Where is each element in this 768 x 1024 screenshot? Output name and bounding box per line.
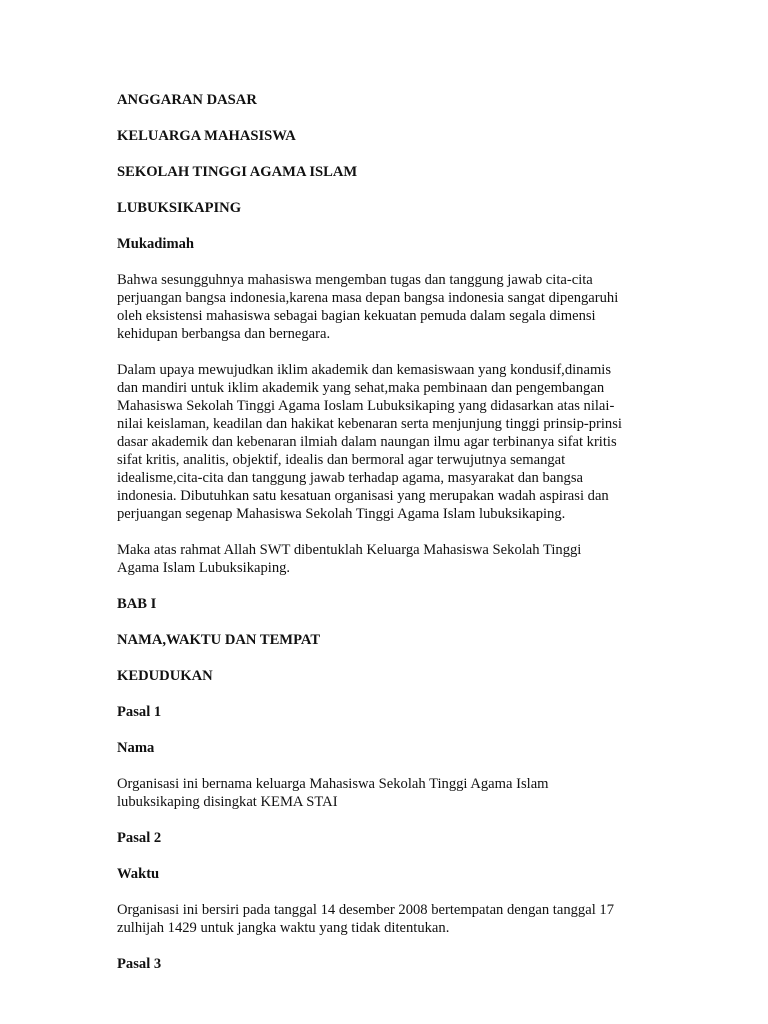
mukadimah-heading: Mukadimah <box>117 236 195 252</box>
pasal-1-text: Organisasi ini bernama keluarga Mahasiswa Sekolah Tinggi Agama Islam lubuksikaping disingkat KEMA STAI <box>117 776 549 810</box>
pasal-3-heading: Pasal 3 <box>117 956 162 972</box>
bab-subtitle-2: KEDUDUKAN <box>117 668 213 684</box>
title-line-4: LUBUKSIKAPING <box>117 200 242 216</box>
bab-heading: BAB I <box>117 596 157 612</box>
mukadimah-paragraph-2: Dalam upaya mewujudkan iklim akademik dan kemasiswaan yang kondusif,dinamis dan mandiri untuk iklim akademik yang sehat,maka pembinaan dan pengembangan Mahasiswa Sekolah Tinggi Agama Ioslam Lubuksikaping yang didasarkan atas nilai- nilai keislaman, keadilan dan hakikat kebenaran serta menjunjung tinggi prinsip-prinsi dasar akademik dan kebenaran ilmiah dalam naungan ilmu agar terbinanya sifat kritis sifat kritis, analitis, objektif, idealis dan bermoral agar terwujutnya semangat idealisme,cita-cita dan tanggung jawab terhadap agama, masyarakat dan bangsa indonesia. Dibutuhkan satu kesatuan organisasi yang merupakan wadah aspirasi dan perjuangan segenap Mahasiswa Sekolah Tinggi Agama Islam lubuksikaping. <box>117 362 622 522</box>
pasal-2-title: Waktu <box>117 866 160 882</box>
pasal-1-heading: Pasal 1 <box>117 704 162 720</box>
pasal-2-text: Organisasi ini bersiri pada tanggal 14 desember 2008 bertempatan dengan tanggal 17 zulhijah 1429 untuk jangka waktu yang tidak ditentukan. <box>117 902 614 936</box>
title-line-1: ANGGARAN DASAR <box>117 92 257 108</box>
pasal-1-title: Nama <box>117 740 155 756</box>
title-line-3: SEKOLAH TINGGI AGAMA ISLAM <box>117 164 358 180</box>
mukadimah-paragraph-1: Bahwa sesungguhnya mahasiswa mengemban tugas dan tanggung jawab cita-cita perjuangan bangsa indonesia,karena masa depan bangsa indonesia sangat dipengaruhi oleh eksistensi mahasiswa sebagai bagian kekuatan pemuda dalam segala dimensi kehidupan berbangsa dan bernegara. <box>117 272 619 342</box>
document-content <box>117 91 657 991</box>
title-line-2: KELUARGA MAHASISWA <box>117 128 296 144</box>
mukadimah-paragraph-3: Maka atas rahmat Allah SWT dibentuklah Keluarga Mahasiswa Sekolah Tinggi Agama Islam Lubuksikaping. <box>117 542 582 576</box>
bab-subtitle-1: NAMA,WAKTU DAN TEMPAT <box>117 632 321 648</box>
pasal-2-heading: Pasal 2 <box>117 830 162 846</box>
